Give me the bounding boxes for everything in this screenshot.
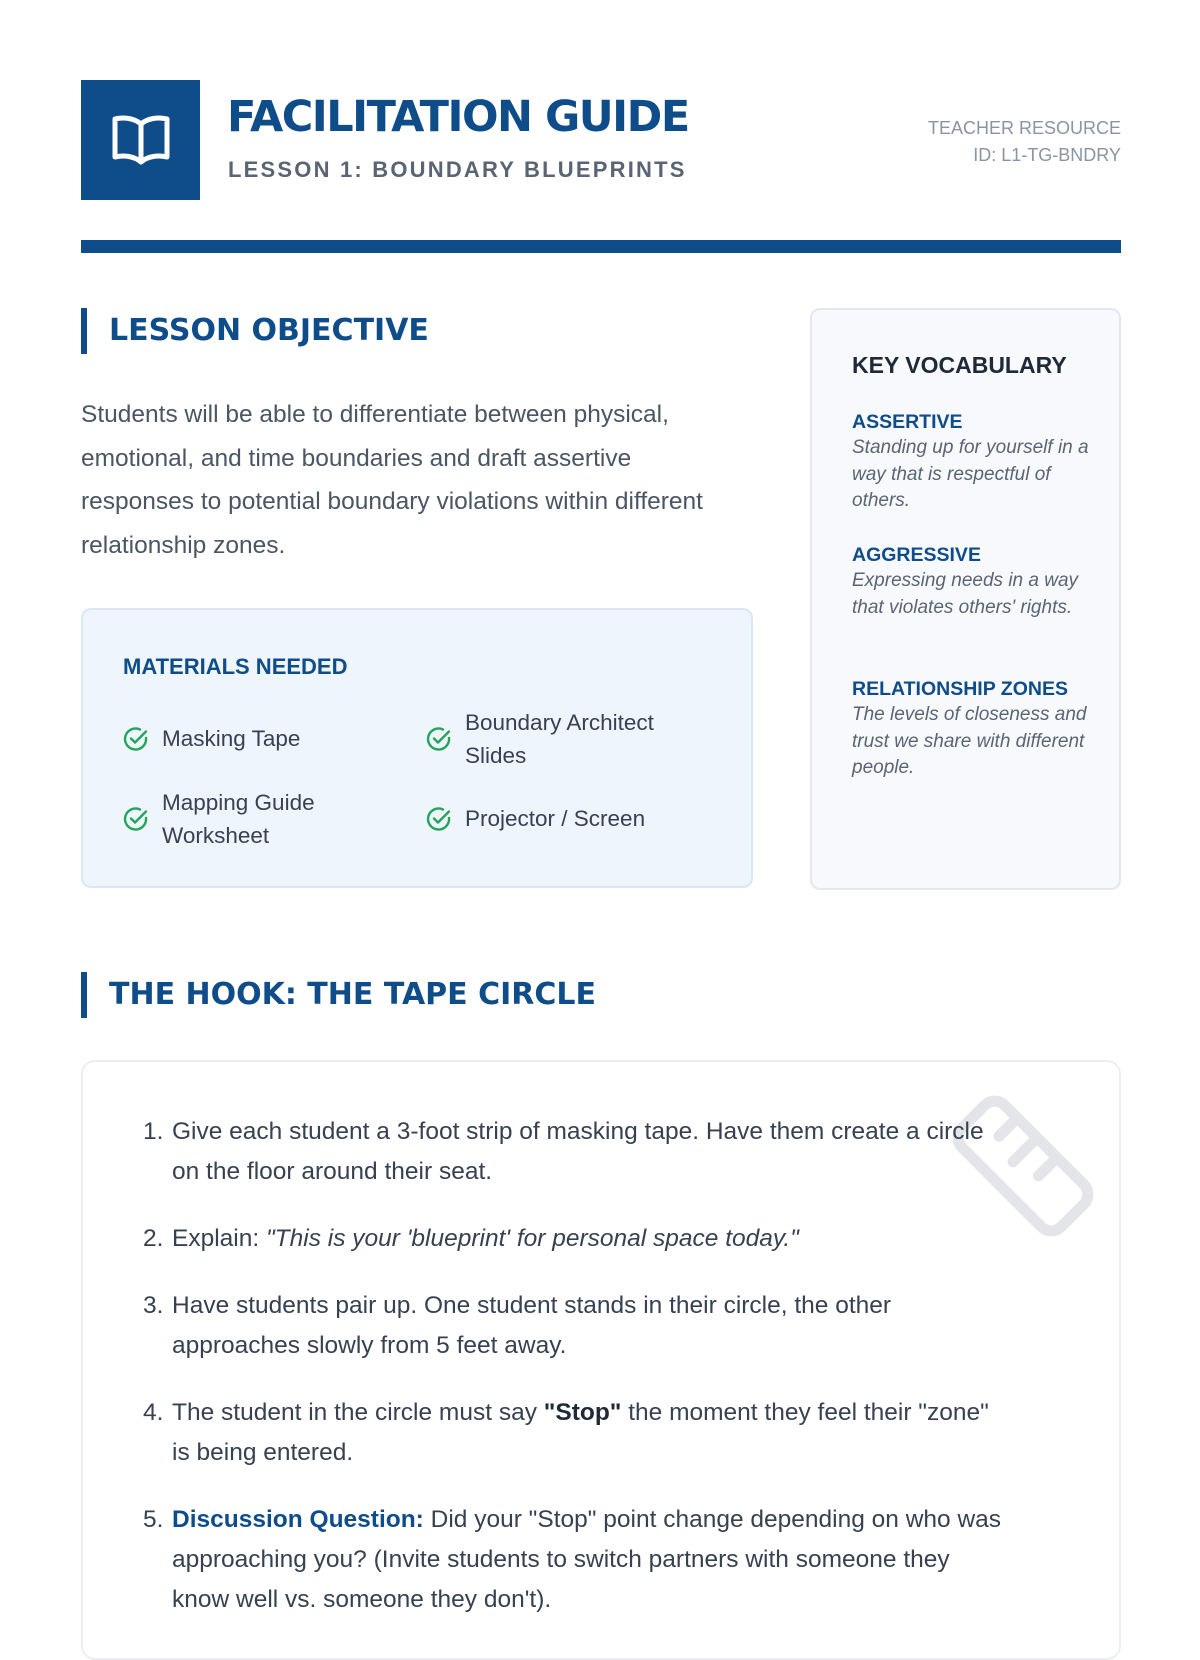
- materials-panel: [81, 608, 753, 888]
- vocab-definition: Expressing needs in a way that violates others' rights.: [852, 570, 1079, 618]
- material-label: Boundary Architect Slides: [465, 710, 654, 768]
- page-title: FACILITATION GUIDE: [227, 92, 689, 142]
- material-item: [123, 786, 383, 852]
- check-circle-icon: [123, 806, 149, 832]
- step-number: 3.: [143, 1292, 164, 1319]
- step-text-after: the moment they feel their "zone" is being entered.: [172, 1399, 989, 1466]
- step-prefix: Explain:: [172, 1225, 266, 1252]
- step-text-before: The student in the circle must say: [172, 1399, 544, 1426]
- lesson-subtitle: LESSON 1: BOUNDARY BLUEPRINTS: [228, 157, 687, 182]
- vocab-definition: The levels of closeness and trust we share with different people.: [852, 704, 1087, 778]
- step-number: 4.: [143, 1399, 164, 1426]
- list-item: [143, 1286, 1003, 1366]
- step-text: Have students pair up. One student stands in their circle, the other approaches slowly from 5 feet away.: [172, 1292, 892, 1359]
- hook-steps: [143, 1112, 1003, 1647]
- header-divider: [81, 240, 1121, 253]
- material-label: Projector / Screen: [465, 806, 646, 831]
- step-text: [172, 1500, 1003, 1620]
- page-header: [81, 80, 1121, 200]
- vocabulary-panel: [810, 308, 1121, 890]
- step-quote: "This is your 'blueprint' for personal space today.": [265, 1225, 799, 1252]
- logo: [81, 80, 200, 200]
- step-text: [172, 1393, 1003, 1473]
- material-label: Masking Tape: [162, 726, 301, 751]
- materials-title: MATERIALS NEEDED: [123, 654, 348, 679]
- material-item: [123, 722, 383, 755]
- resource-label: TEACHER RESOURCE: [927, 118, 1121, 138]
- vocab-term: ASSERTIVE: [852, 411, 963, 433]
- vocab-definition: Standing up for yourself in a way that is respectful of others.: [852, 437, 1089, 511]
- vocab-term: AGGRESSIVE: [852, 544, 981, 566]
- check-circle-icon: [123, 726, 149, 752]
- list-item: [143, 1112, 1003, 1192]
- discussion-text: Did your "Stop" point change depending on who was approaching you? (Invite students to switch partners with someone they know well vs. someone they don't).: [172, 1506, 1002, 1613]
- vocab-term: RELATIONSHIP ZONES: [852, 678, 1068, 700]
- vocab-entry: [852, 542, 1092, 621]
- list-item: [143, 1500, 1003, 1620]
- open-book-icon: [110, 112, 172, 168]
- vocab-entry: [852, 409, 1092, 515]
- step-number: 2.: [143, 1225, 164, 1252]
- step-text: Give each student a 3-foot strip of masking tape. Have them create a circle on the floor around their seat.: [172, 1118, 984, 1185]
- check-circle-icon: [426, 806, 452, 832]
- vocabulary-title: KEY VOCABULARY: [852, 352, 1067, 378]
- material-item: [426, 706, 686, 772]
- stop-keyword: "Stop": [543, 1399, 622, 1426]
- resource-meta: [928, 115, 1121, 169]
- check-circle-icon: [426, 726, 452, 752]
- material-item: [426, 802, 706, 835]
- discussion-label: Discussion Question:: [172, 1506, 424, 1533]
- list-item: [143, 1219, 1003, 1259]
- hook-panel: [81, 1060, 1121, 1660]
- resource-id: ID: L1-TG-BNDRY: [973, 145, 1121, 165]
- hook-heading: THE HOOK: THE TAPE CIRCLE: [81, 972, 596, 1018]
- step-number: 1.: [143, 1118, 164, 1145]
- list-item: [143, 1393, 1003, 1473]
- objective-heading: LESSON OBJECTIVE: [81, 308, 429, 354]
- step-text: [172, 1219, 1003, 1259]
- vocab-entry: [852, 676, 1092, 782]
- step-number: 5.: [143, 1506, 164, 1533]
- objective-text: Students will be able to differentiate between physical, emotional, and time boundaries and draft assertive responses to potential boundary violations within different relationship zones.: [81, 401, 703, 559]
- material-label: Mapping Guide Worksheet: [162, 790, 315, 848]
